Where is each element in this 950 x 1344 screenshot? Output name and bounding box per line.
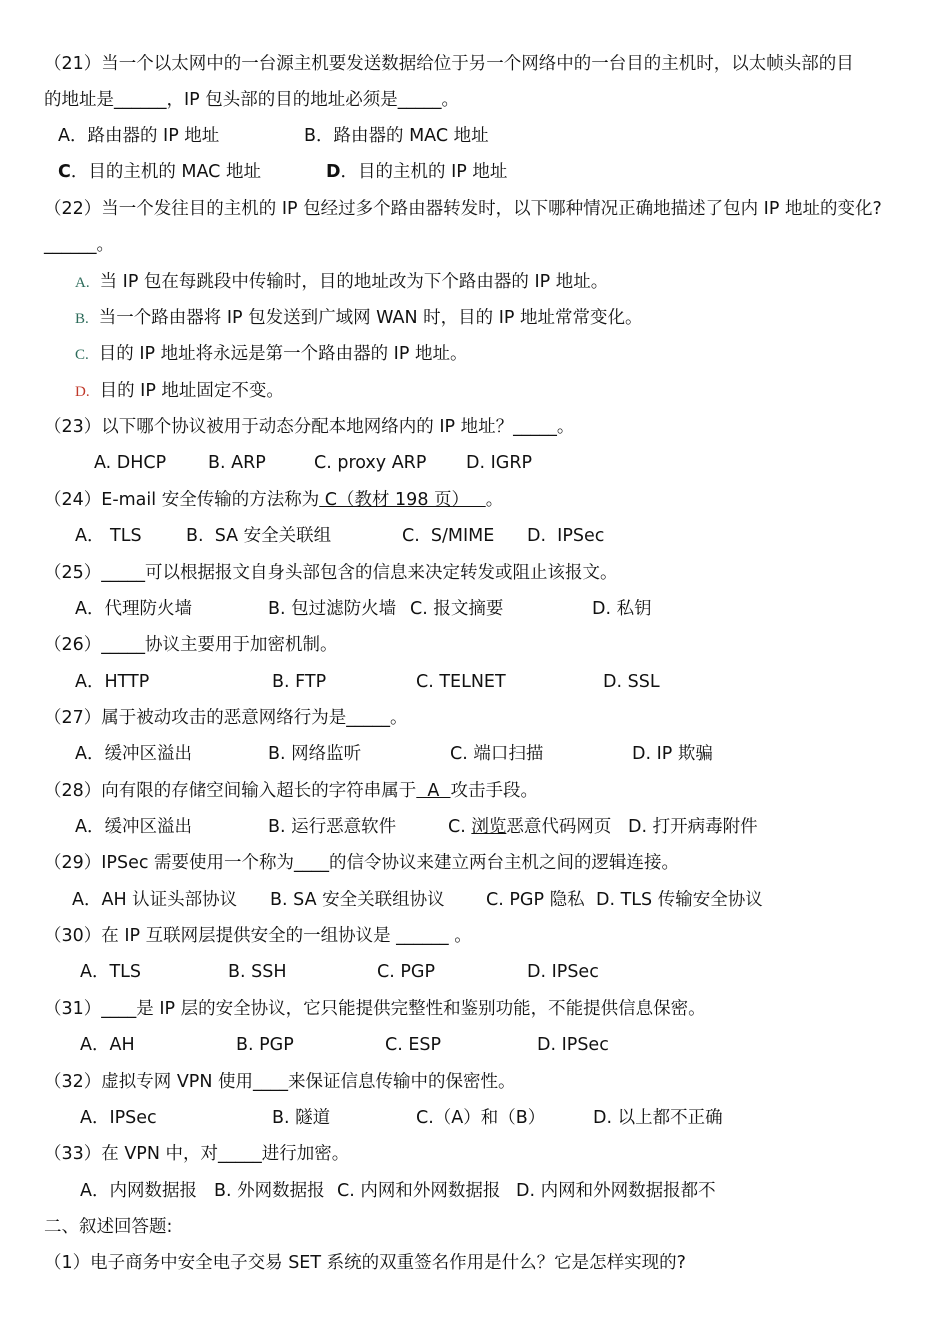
q30-stem: （30）在 IP 互联网层提供安全的一组协议是 ______ 。 — [44, 926, 472, 946]
q24-option-b: B. SA 安全关联组 — [186, 526, 332, 546]
q25-option-d: D. 私钥 — [592, 599, 652, 619]
q28-option-c-post: 恶意代码网页 — [506, 817, 612, 837]
q29-stem: （29）IPSec 需要使用一个称为____的信令协议来建立两台主机之间的逻辑连接。 — [44, 853, 680, 873]
q25-option-a: A．代理防火墙 — [75, 599, 192, 619]
q30-option-c: C. PGP — [377, 962, 436, 982]
q23-stem: （23）以下哪个协议被用于动态分配本地网络内的 IP 地址？_____。 — [44, 417, 575, 437]
q30-option-a: A．TLS — [80, 962, 142, 982]
q22-option-d-text: 目的 IP 地址固定不变。 — [99, 381, 284, 401]
q24-option-c: C. S/MIME — [402, 526, 495, 546]
q21-option-a: A．路由器的 IP 地址 — [58, 126, 220, 146]
q21-option-c-text: ．目的主机的 MAC 地址 — [70, 162, 261, 182]
q29-option-b: B. SA 安全关联组协议 — [270, 890, 445, 910]
q22-option-a-letter: A. — [75, 275, 90, 291]
q24-stem-answer: C（教材 198 页） — [319, 490, 486, 510]
q33-stem: （33）在 VPN 中，对_____进行加密。 — [44, 1144, 350, 1164]
q26-stem: （26）_____协议主要用于加密机制。 — [44, 635, 338, 655]
q22-option-c-letter: C. — [75, 347, 89, 363]
q33-option-b: B. 外网数据报 — [214, 1181, 325, 1201]
q21-option-d-letter: D — [326, 162, 341, 182]
q28-option-b: B. 运行恶意软件 — [268, 817, 397, 837]
q32-option-a: A．IPSec — [80, 1108, 157, 1128]
q24-option-d: D. IPSec — [527, 526, 605, 546]
q21-stem-line2: 的地址是______，IP 包头部的目的地址必须是_____。 — [44, 90, 460, 110]
q31-option-b: B. PGP — [236, 1035, 294, 1055]
q31-option-d: D. IPSec — [537, 1035, 609, 1055]
q28-option-a: A．缓冲区溢出 — [75, 817, 192, 837]
q23-option-d: D. IGRP — [466, 453, 533, 473]
q21-stem-line1: （21）当一个以太网中的一台源主机要发送数据给位于另一个网络中的一台目的主机时，以太帧头部的目 — [44, 54, 854, 74]
q22-stem-line1: （22）当一个发往目的主机的 IP 包经过多个路由器转发时，以下哪种情况正确地描述了包内 IP 地址的变化? — [44, 199, 882, 219]
q24-stem-post: 。 — [485, 490, 504, 510]
q28-option-c-pre: C. — [448, 817, 472, 837]
q22-option-c-text: 目的 IP 地址将永远是第一个路由器的 IP 地址。 — [98, 344, 468, 364]
q31-option-a: A．AH — [80, 1035, 135, 1055]
q23-option-b: B. ARP — [208, 453, 266, 473]
q22-option-b — [75, 306, 642, 331]
q22-option-b-text: 当一个路由器将 IP 包发送到广域网 WAN 时，目的 IP 地址常常变化。 — [98, 308, 643, 328]
q25-option-c: C. 报文摘要 — [410, 599, 504, 619]
q21-option-c-letter: C — [58, 162, 71, 182]
q28-stem — [44, 779, 538, 803]
q32-option-d: D. 以上都不正确 — [593, 1108, 723, 1128]
q22-option-d-letter: D. — [75, 384, 90, 400]
q28-stem-post: 攻击手段。 — [450, 781, 539, 801]
q25-option-b: B. 包过滤防火墙 — [268, 599, 397, 619]
q27-option-d: D. IP 欺骗 — [632, 744, 713, 764]
q27-stem: （27）属于被动攻击的恶意网络行为是_____。 — [44, 708, 408, 728]
q29-option-c: C. PGP 隐私 — [486, 890, 585, 910]
q22-option-b-letter: B. — [75, 311, 89, 327]
q26-option-c: C. TELNET — [416, 672, 506, 692]
q32-option-c: C.（A）和（B） — [416, 1108, 546, 1128]
q28-option-d: D. 打开病毒附件 — [628, 817, 758, 837]
q28-stem-answer: A — [416, 781, 451, 801]
q33-option-c: C. 内网和外网数据报 — [337, 1181, 501, 1201]
q21-option-d — [326, 160, 507, 184]
q25-stem: （25）_____可以根据报文自身头部包含的信息来决定转发或阻止该报文。 — [44, 563, 618, 583]
section-2-title: 二、叙述回答题: — [44, 1217, 173, 1237]
q23-option-c: C. proxy ARP — [314, 453, 427, 473]
q32-option-b: B. 隧道 — [272, 1108, 331, 1128]
q27-option-c: C. 端口扫描 — [450, 744, 544, 764]
q22-option-c — [75, 342, 467, 367]
q27-option-a: A．缓冲区溢出 — [75, 744, 192, 764]
q22-option-a — [75, 270, 608, 295]
q24-stem — [44, 488, 503, 512]
q26-option-d: D. SSL — [603, 672, 660, 692]
q29-option-d: D. TLS 传输安全协议 — [596, 890, 763, 910]
q30-option-d: D. IPSec — [527, 962, 599, 982]
q22-option-a-text: 当 IP 包在每跳段中传输时，目的地址改为下个路由器的 IP 地址。 — [99, 272, 609, 292]
q22-stem-line2: ______。 — [44, 235, 114, 255]
q28-option-c-underlined: 浏览 — [471, 817, 507, 837]
q23-option-a: A. DHCP — [94, 453, 167, 473]
q28-option-c — [448, 815, 611, 839]
q21-option-c — [58, 160, 261, 184]
q21-option-d-text: ．目的主机的 IP 地址 — [340, 162, 508, 182]
q24-stem-pre: （24）E-mail 安全传输的方法称为 — [44, 490, 320, 510]
q24-option-a: A． TLS — [75, 526, 142, 546]
q21-option-b: B．路由器的 MAC 地址 — [304, 126, 489, 146]
q31-stem: （31）____是 IP 层的安全协议，它只能提供完整性和鉴别功能，不能提供信息保密。 — [44, 999, 706, 1019]
q32-stem: （32）虚拟专网 VPN 使用____来保证信息传输中的保密性。 — [44, 1072, 516, 1092]
q33-option-a: A．内网数据报 — [80, 1181, 197, 1201]
q29-option-a: A．AH 认证头部协议 — [72, 890, 238, 910]
q30-option-b: B. SSH — [228, 962, 287, 982]
q22-option-d — [75, 379, 284, 404]
q26-option-b: B. FTP — [272, 672, 327, 692]
q33-option-d: D. 内网和外网数据报都不 — [516, 1181, 716, 1201]
q27-option-b: B. 网络监听 — [268, 744, 362, 764]
q26-option-a: A．HTTP — [75, 672, 150, 692]
q31-option-c: C. ESP — [385, 1035, 442, 1055]
q28-stem-pre: （28）向有限的存储空间输入超长的字符串属于 — [44, 781, 417, 801]
section-2-question-1: （1）电子商务中安全电子交易 SET 系统的双重签名作用是什么？它是怎样实现的? — [44, 1253, 686, 1273]
